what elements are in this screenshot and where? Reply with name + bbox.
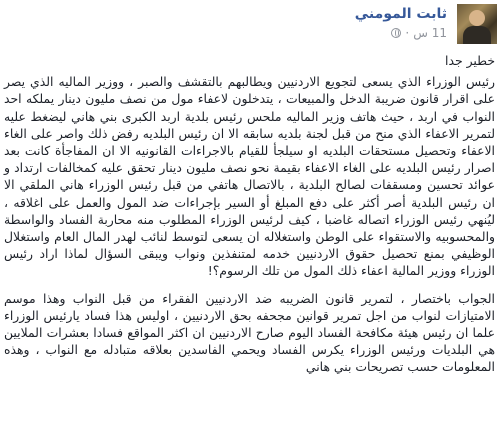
avatar-body — [463, 26, 491, 44]
author-avatar[interactable] — [457, 4, 497, 44]
post-header — [4, 4, 497, 44]
post-meta — [391, 26, 447, 40]
post-timestamp[interactable]: 11 س — [413, 26, 447, 40]
post-paragraph-2: الجواب باختصار ، لتمرير قانون الضريبه ضد الاردنيين الفقراء من قبل النواب وهذا موسم الامتيازات لنواب من اجل تمرير قوانين مجحفه بحق الاردنيين ، اوليس هذا فساد يارئيس الوزراء علما ان رئيس هيئة مكافحة الفساد اليوم صارح الاردنيين ان اكثر المواقع فسادا بعشرات الملايين هي البلديات ورئيس الوزراء يكرس الفساد ويحمي الفاسدين بعلاقه متبادله مع النواب ، وهذه المعلومات حسب تصريحات بني هاني — [4, 290, 495, 375]
author-name-link[interactable]: ثابت المومني — [354, 6, 447, 22]
globe-icon[interactable] — [391, 28, 401, 38]
post-content — [4, 52, 495, 386]
meta-separator: · — [405, 26, 410, 40]
avatar-head — [469, 10, 485, 26]
post-lead-line: خطير جدا — [445, 53, 495, 68]
post-paragraph-1: رئيس الوزراء الذي يسعى لتجويع الاردنيين ويطالبهم بالتقشف والصبر ، ووزير الماليه الذي يصر على اقرار قانون ضريبة الدخل والمبيعات ، يتدخلون لاعفاء مول من نصف مليون دينار يملكه احد النواب في اربد ، حيث هاتف وزير الماليه ملحس رئيس بلدية اربد الكبرى بني هاني ليضغط عليه لتمرير الاعفاء الذي منح من قبل لجنة بلديه سابقه الا ان رئيس البلديه رفض ذلك واصر على الغاء الاعفاء وتحصيل مستحقات البلديه او سيلجأ للقيام بالاجراءات القانونيه الا ان المفاجأة كانت بعد اصرار رئيس البلديه على الغاء الاعفاء بقيمة نحو نصف مليون دينار تحقق عليه كمخالفات ارتداد و عوائد تحسين ومسقفات لصالح البلدية ، بالاتصال هاتفي من قبل رئيس الوزراء هاني الملقي الا ان رئيس البلدية أصر أكثر على دفع المبلغ أو السير بإجراءات ضد المول والعمل على اغلاقه ، ليُنهي رئيس الوزراء اتصاله غاضبا ، كيف لرئيس الوزراء المطلوب منه محاربة الفساد والواسطة والمحسوبيه والاستقواء على الوطن واستغلاله ان يسعى لتوسط لنائب لهدر المال العام واستغلال الوظيفي بمنع تحصيل حقوق الاردنيين خدمه لمتنفذين ونواب ويبقى السؤال لماذا اراد رئيس الوزراء ووزير المالية اعفاء ذلك المول من تلك الرسوم؟! — [4, 74, 495, 279]
